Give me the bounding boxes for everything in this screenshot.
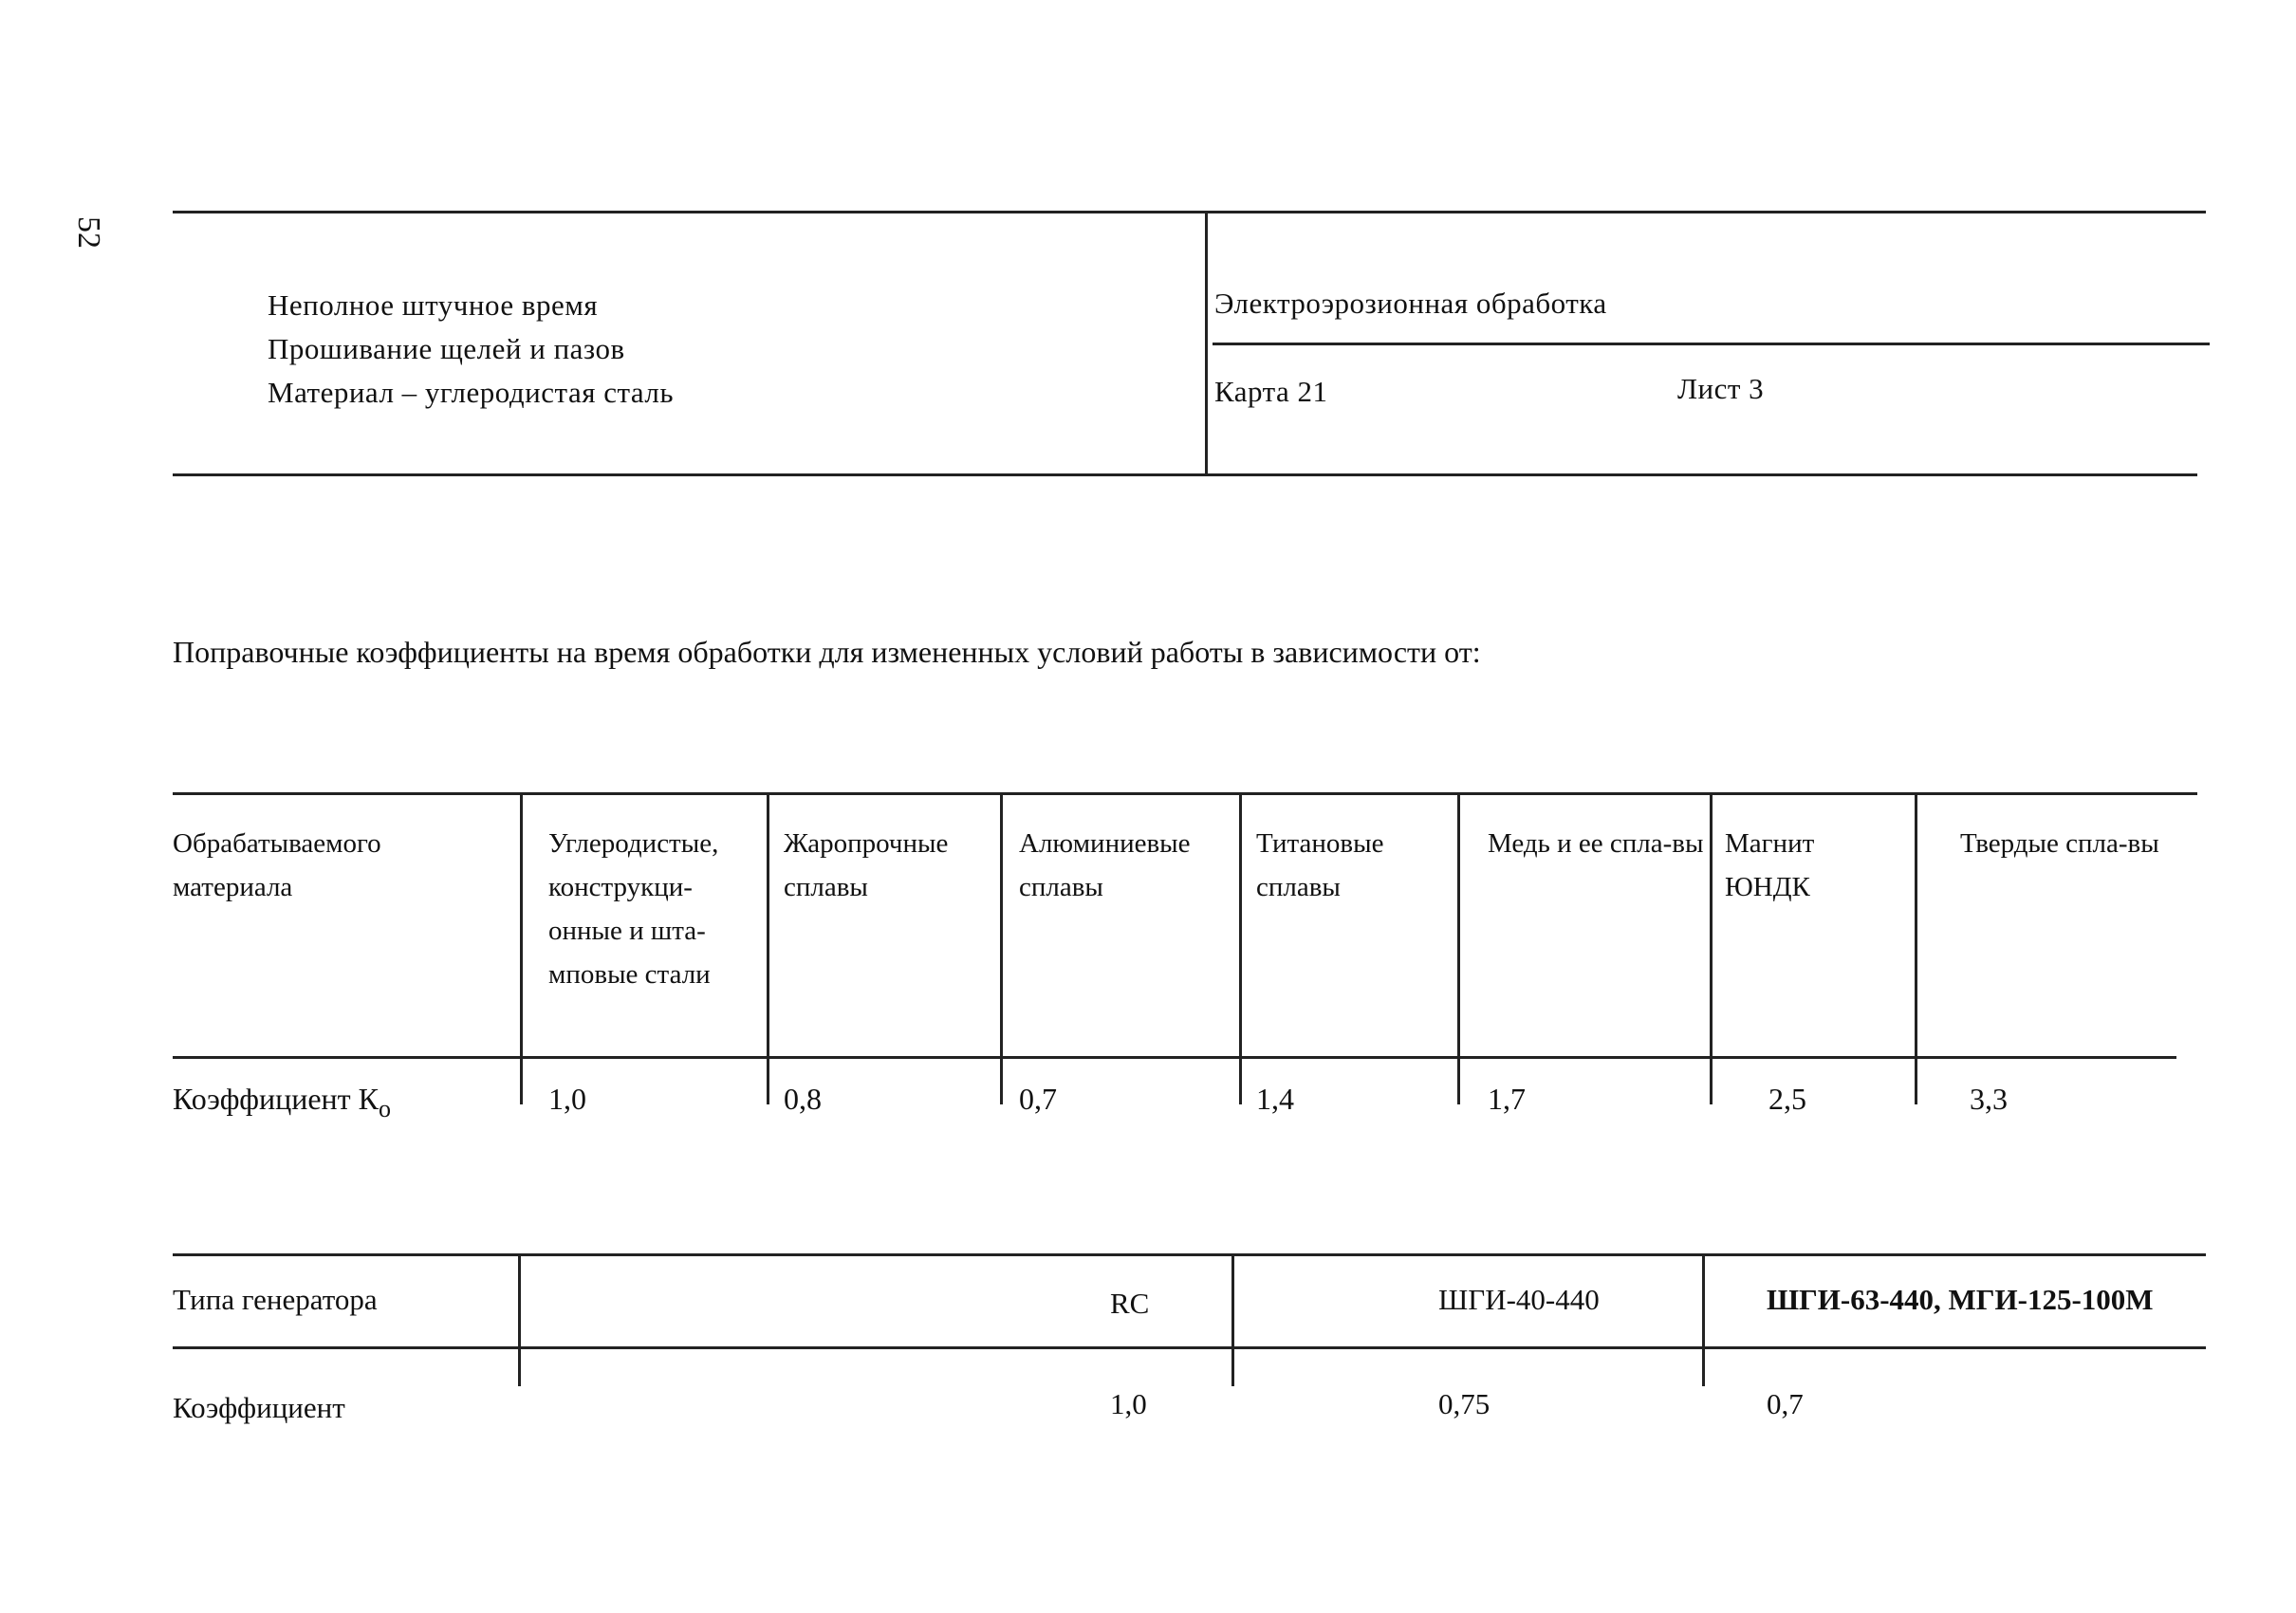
generator-col-header: RC [1110, 1287, 1150, 1320]
generator-col-sep [1702, 1253, 1705, 1386]
material-value: 1,0 [548, 1082, 586, 1116]
material-row-label: Коэффициент $К_о$ [173, 1082, 391, 1122]
generator-col-header: ШГИ-63-440, МГИ-125-100М [1767, 1283, 2154, 1316]
generator-value: 0,75 [1438, 1387, 1491, 1420]
page-number: 52 [71, 216, 106, 249]
header-line-2: Прошивание щелей и пазов [268, 332, 625, 365]
header-divider [1205, 211, 1208, 474]
material-col-sep [1457, 794, 1460, 1104]
material-col-header: Углеродистые, конструкци-онные и шта-мповые стали [548, 828, 719, 990]
material-col-header: Твердые спла-вы [1960, 828, 2159, 859]
material-value: 2,5 [1768, 1082, 1806, 1116]
material-col-sep [1710, 794, 1713, 1104]
material-col-header: Жаропрочные сплавы [784, 828, 949, 902]
material-col-sep [1915, 794, 1917, 1104]
sheet-number: Лист 3 [1677, 372, 1765, 405]
material-col-sep [1000, 794, 1003, 1104]
section-title: Электроэрозионная обработка [1214, 287, 1607, 320]
material-value: 3,3 [1970, 1082, 2008, 1116]
generator-table-top-rule [173, 1253, 2206, 1256]
header-bottom-rule [173, 473, 2197, 476]
generator-row-label: Коэффициент [173, 1391, 345, 1424]
intro-text: Поправочные коэффициенты на время обработки для измененных условий работы в зависимости от: [173, 635, 1481, 669]
header-top-rule [173, 211, 2206, 213]
material-table-mid-rule [173, 1056, 2176, 1059]
material-col-header: Медь и ее спла-вы [1488, 828, 1704, 859]
material-col-sep [767, 794, 769, 1104]
material-table-top-rule [173, 792, 2197, 795]
card-number: Карта 21 [1214, 375, 1328, 408]
material-value: 0,7 [1019, 1082, 1057, 1116]
generator-col-sep [518, 1253, 521, 1386]
generator-value: 0,7 [1767, 1387, 1804, 1420]
header-line-1: Неполное штучное время [268, 288, 599, 322]
material-col-header: Титановые сплавы [1256, 828, 1384, 902]
header-inner-rule [1213, 343, 2210, 345]
material-col-header: Магнит ЮНДК [1725, 828, 1815, 902]
generator-header-label: Типа генератора [173, 1283, 378, 1316]
generator-table-mid-rule [173, 1346, 2206, 1349]
material-col-sep [520, 794, 523, 1104]
material-col-sep [1239, 794, 1242, 1104]
material-value: 1,7 [1488, 1082, 1526, 1116]
header-line-3: Материал – углеродистая сталь [268, 376, 675, 409]
material-header-label: Обрабатываемого материала [173, 828, 381, 902]
generator-col-header: ШГИ-40-440 [1438, 1283, 1600, 1316]
material-value: 1,4 [1256, 1082, 1294, 1116]
generator-col-sep [1231, 1253, 1234, 1386]
material-value: 0,8 [784, 1082, 822, 1116]
material-col-header: Алюминиевые сплавы [1019, 828, 1191, 902]
generator-value: 1,0 [1110, 1387, 1147, 1420]
